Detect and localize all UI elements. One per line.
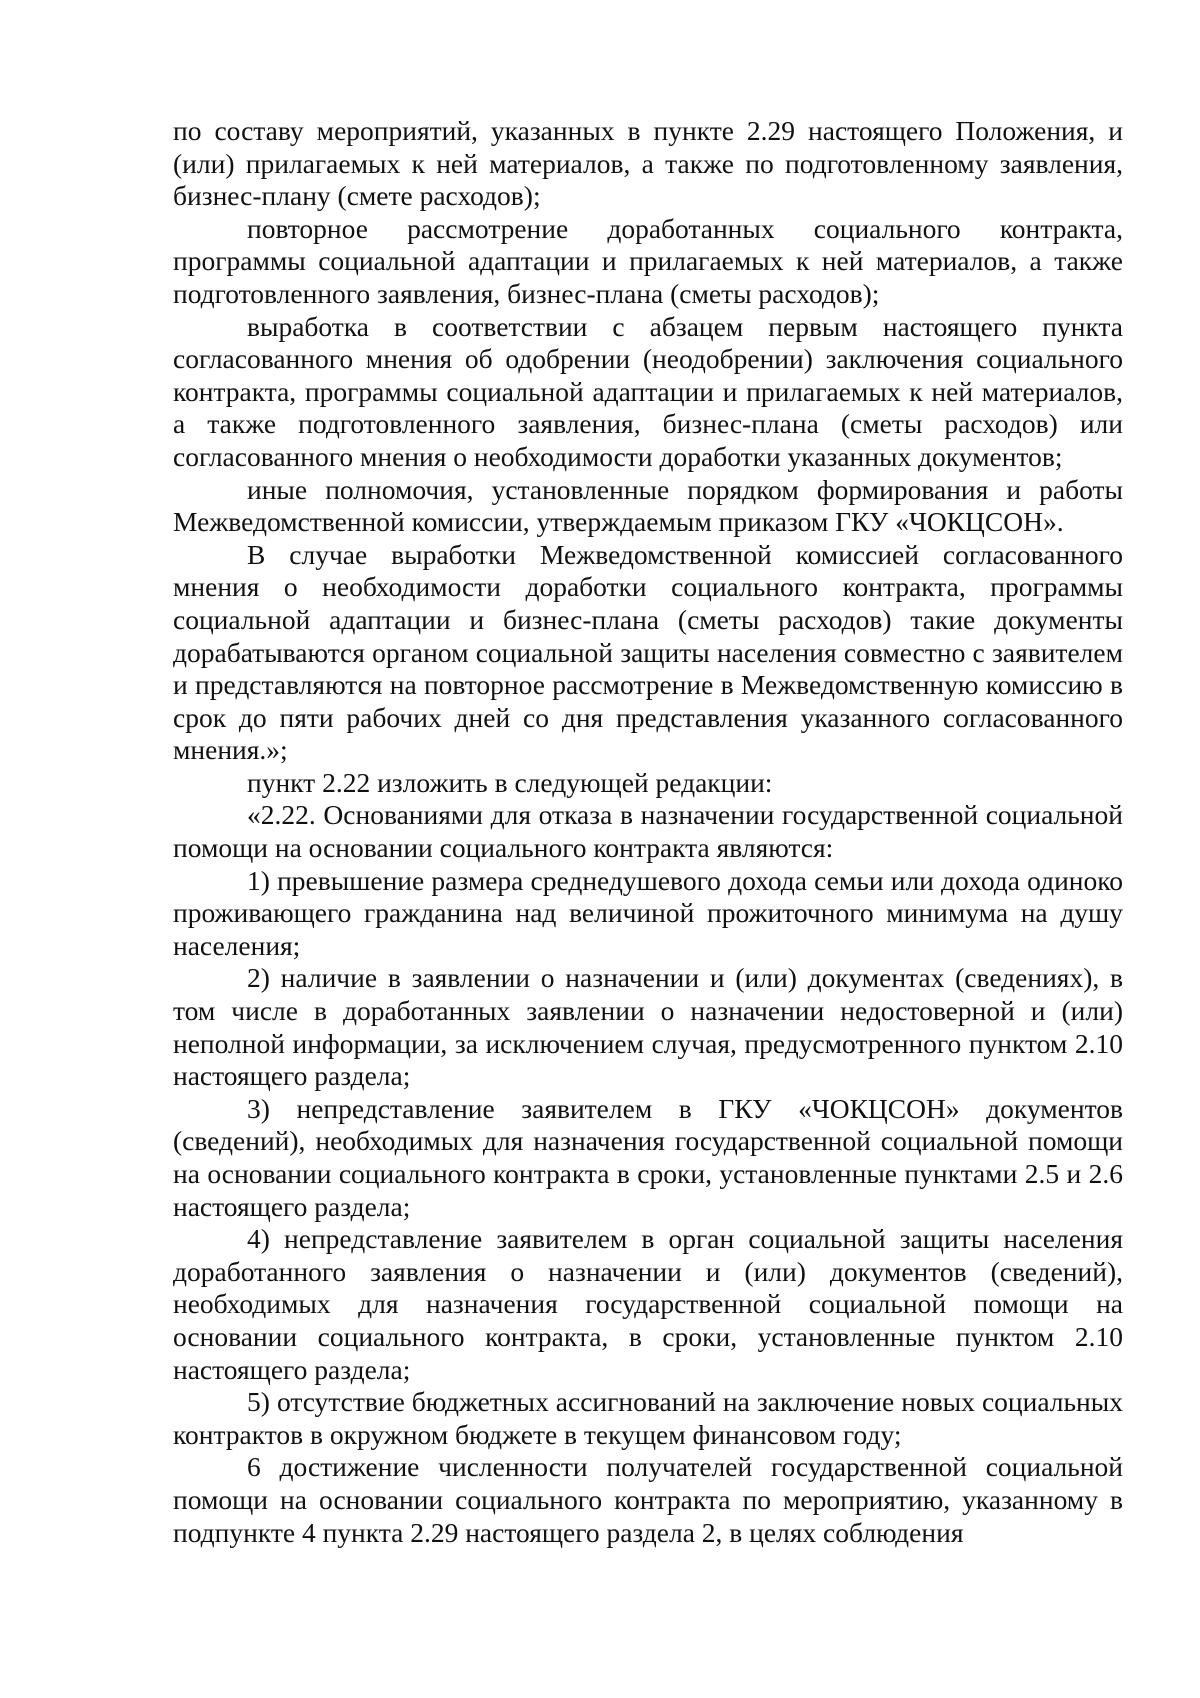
paragraph-3: выработка в соответствии с абзацем первым настоящего пункта согласованного мнения об одобрении (неодобрении) заключения социального контракта, программы социальной адаптации и прилагаемых к ней материалов, а также подготовленного заявления, бизнес-плана (сметы расходов) или согласованного мнения о необходимости доработки указанных документов; xyxy=(173,310,1123,472)
paragraph-2: повторное рассмотрение доработанных социального контракта, программы социальной адаптации и прилагаемых к ней материалов, а также подготовленного заявления, бизнес-плана (сметы расходов); xyxy=(173,212,1123,309)
paragraph-10: 3) непредставление заявителем в ГКУ «ЧОКЦСОН» документов (сведений), необходимых для назначения государственной социальной помощи на основании социального контракта в сроки, установленные пунктами 2.5 и 2.6 настоящего раздела; xyxy=(173,1092,1123,1222)
paragraph-4: иные полномочия, установленные порядком формирования и работы Межведомственной комиссии, утверждаемым приказом ГКУ «ЧОКЦСОН». xyxy=(173,473,1123,538)
paragraph-7: «2.22. Основаниями для отказа в назначении государственной социальной помощи на основании социального контракта являются: xyxy=(173,799,1123,864)
paragraph-11: 4) непредставление заявителем в орган социальной защиты населения доработанного заявления о назначении и (или) документов (сведений), необходимых для назначения государственной социальной помощи на основании социального контракта, в сроки, установленные пунктом 2.10 настоящего раздела; xyxy=(173,1223,1123,1385)
paragraph-13: 6 достижение численности получателей государственной социальной помощи на основании социального контракта по мероприятию, указанному в подпункте 4 пункта 2.29 настоящего раздела 2, в целях соблюдения xyxy=(173,1451,1123,1548)
paragraph-6: пункт 2.22 изложить в следующей редакции: xyxy=(247,766,773,798)
paragraph-5: В случае выработки Межведомственной комиссией согласованного мнения о необходимости доработки социального контракта, программы социальной адаптации и бизнес-плана (сметы расходов) такие документы дорабатываются органом социальной защиты населения совместно с заявителем и представляются на повторное рассмотрение в Межведомственную комиссию в срок до пяти рабочих дней со дня представления указанного согласованного мнения.»; xyxy=(173,538,1123,766)
paragraph-8: 1) превышение размера среднедушевого дохода семьи или дохода одиноко проживающего гражданина над величиной прожиточного минимума на душу населения; xyxy=(173,864,1123,961)
document-page xyxy=(173,115,1123,1549)
paragraph-1: по составу мероприятий, указанных в пункте 2.29 настоящего Положения, и (или) прилагаемых к ней материалов, а также по подготовленному заявления, бизнес-плану (смете расходов); xyxy=(173,115,1123,212)
paragraph-9: 2) наличие в заявлении о назначении и (или) документах (сведениях), в том числе в доработанных заявлении о назначении недостоверной и (или) неполной информации, за исключением случая, предусмотренного пунктом 2.10 настоящего раздела; xyxy=(173,962,1123,1092)
paragraph-12: 5) отсутствие бюджетных ассигнований на заключение новых социальных контрактов в окружном бюджете в текущем финансовом году; xyxy=(173,1386,1123,1450)
